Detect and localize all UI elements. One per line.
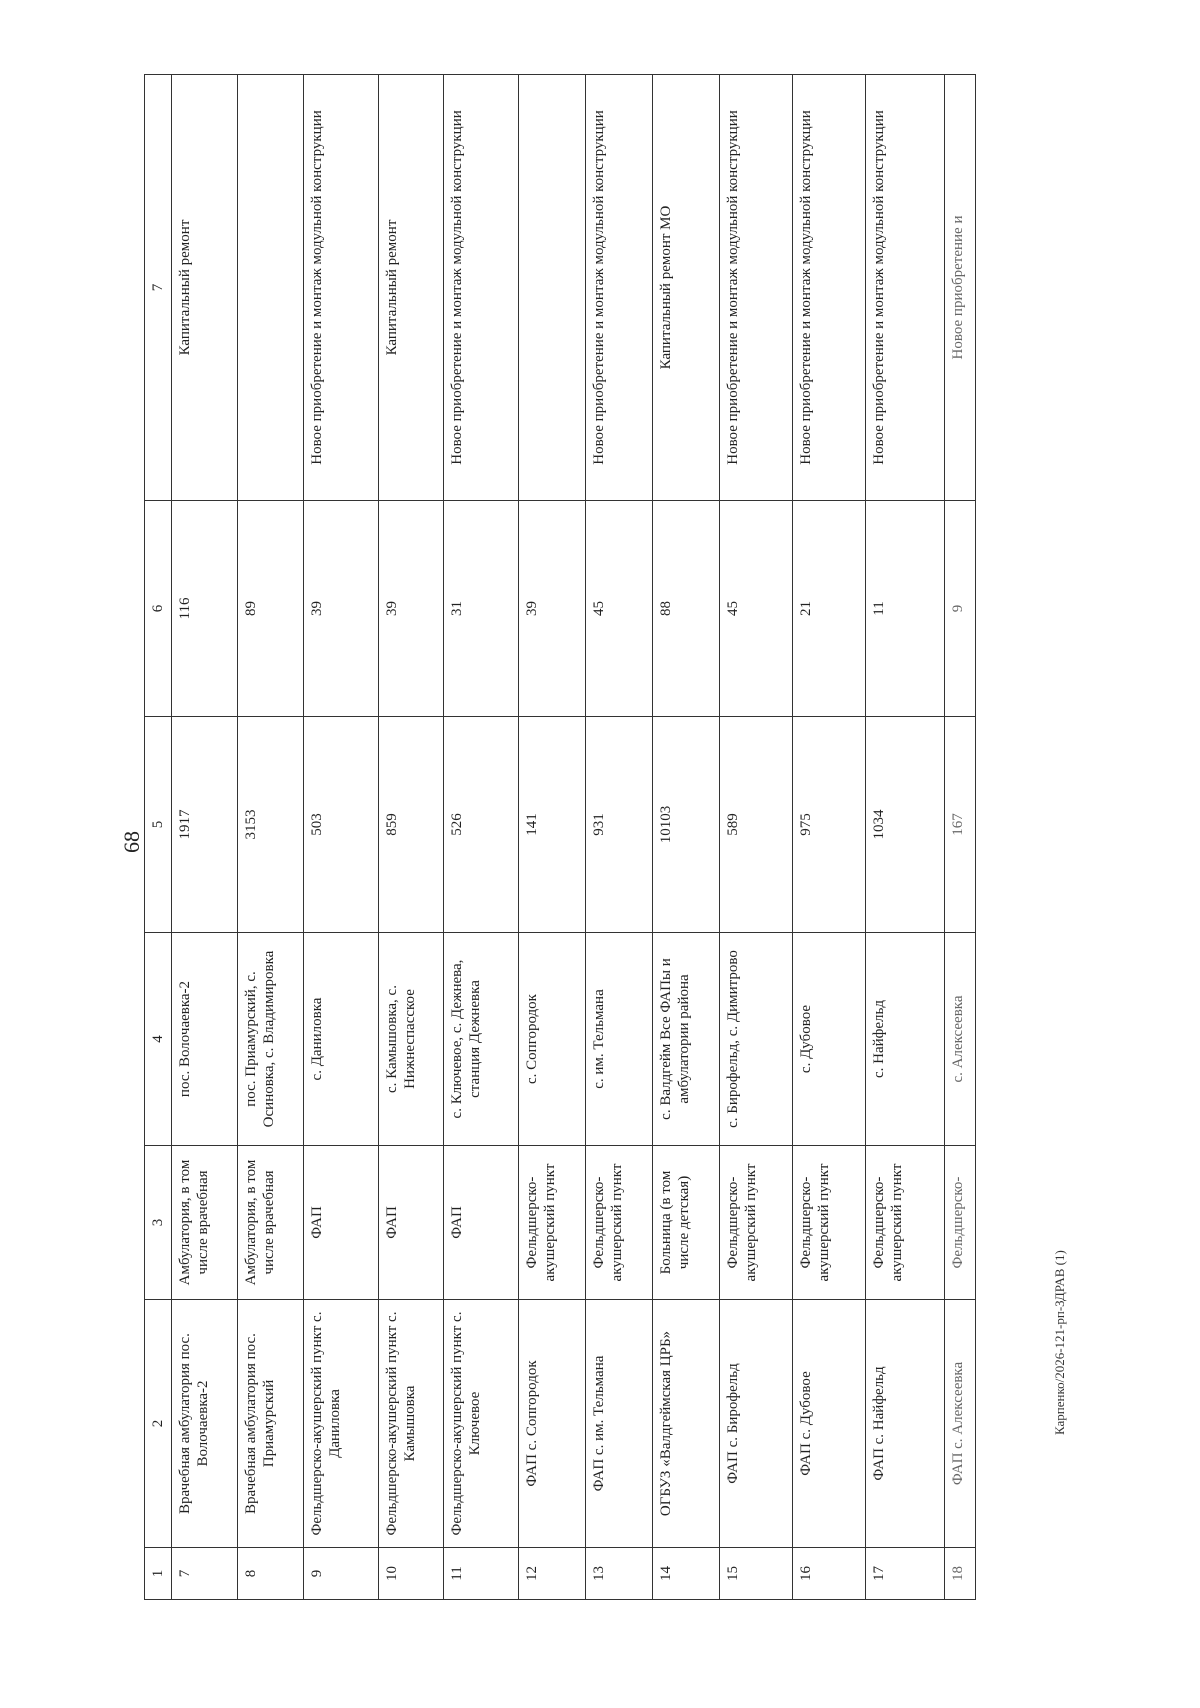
table-cell-col-6: 89 xyxy=(238,501,304,717)
table-row xyxy=(793,75,866,1600)
table-cell-col-4: пос. Волочаевка-2 xyxy=(172,933,238,1146)
table-cell-col-2: ОГБУЗ «Валдгеймская ЦРБ» xyxy=(653,1300,720,1548)
header-cell: 1 xyxy=(145,1548,172,1600)
table-cell-col-3: Фельдшерско-акушерский пункт xyxy=(793,1146,866,1300)
table-cell-col-5: 931 xyxy=(586,717,653,933)
table-cell-col-5: 526 xyxy=(444,717,519,933)
table-cell-col-2: ФАП с. Алексеевка xyxy=(945,1300,976,1548)
table-cell-col-4: с. Камышовка, с. Нижнеспасское xyxy=(379,933,444,1146)
table-row xyxy=(866,75,945,1600)
table-cell-col-5: 975 xyxy=(793,717,866,933)
header-cell: 7 xyxy=(145,75,172,501)
rotated-table-wrapper xyxy=(144,75,1080,1600)
footer-document-code: Карпенко/2026-121-рп-ЗДРАВ (1) xyxy=(1052,1250,1067,1435)
table-cell-col-2: ФАП с. Найфельд xyxy=(866,1300,945,1548)
table-row xyxy=(379,75,444,1600)
table-cell-col-6: 39 xyxy=(379,501,444,717)
table-cell-col-4: с. Дубовое xyxy=(793,933,866,1146)
page-number: 68 xyxy=(119,831,144,853)
table-cell-col-2: Фельдшерско-акушерский пункт с. Ключевое xyxy=(444,1300,519,1548)
table-cell-col-4: с. Найфельд xyxy=(866,933,945,1146)
header-cell: 2 xyxy=(145,1300,172,1548)
table-row xyxy=(653,75,720,1600)
table-cell-col-2: Врачебная амбулатория пос. Волочаевка-2 xyxy=(172,1300,238,1548)
table-row xyxy=(304,75,379,1600)
table-cell-col-4: с. Валдгейм Все ФАПы и амбулатории района xyxy=(653,933,720,1146)
table-cell-col-1: 18 xyxy=(945,1548,976,1600)
table-cell-col-2: ФАП с. Бирофельд xyxy=(720,1300,793,1548)
table-cell-col-2: Фельдшерско-акушерский пункт с. Камышовка xyxy=(379,1300,444,1548)
table-cell-col-7: Капитальный ремонт МО xyxy=(653,75,720,501)
table-cell-col-1: 16 xyxy=(793,1548,866,1600)
table-cell-col-6: 45 xyxy=(586,501,653,717)
header-cell: 6 xyxy=(145,501,172,717)
table-cell-col-7: Новое приобретение и монтаж модульной конструкции xyxy=(586,75,653,501)
table-row xyxy=(238,75,304,1600)
table-cell-col-3: Амбулатория, в том числе врачебная xyxy=(238,1146,304,1300)
table-cell-col-6: 21 xyxy=(793,501,866,717)
table-cell-col-5: 141 xyxy=(519,717,586,933)
table-cell-col-1: 11 xyxy=(444,1548,519,1600)
table-cell-col-6: 39 xyxy=(304,501,379,717)
table-cell-col-6: 31 xyxy=(444,501,519,717)
table-cell-col-1: 17 xyxy=(866,1548,945,1600)
table-cell-col-4: с. Сопгородок xyxy=(519,933,586,1146)
table-cell-col-3: ФАП xyxy=(304,1146,379,1300)
table-row xyxy=(519,75,586,1600)
table-cell-col-3: Больница (в том числе детская) xyxy=(653,1146,720,1300)
table-cell-col-3: Фельдшерско-акушерский пункт xyxy=(720,1146,793,1300)
table-cell-col-3: Амбулатория, в том числе врачебная xyxy=(172,1146,238,1300)
table-cell-col-6: 45 xyxy=(720,501,793,717)
table-cell-col-7: Новое приобретение и монтаж модульной конструкции xyxy=(793,75,866,501)
table-cell-col-6: 11 xyxy=(866,501,945,717)
table-cell-col-4: с. Алексеевка xyxy=(945,933,976,1146)
table-row xyxy=(945,75,976,1600)
table-cell-col-2: ФАП с. Дубовое xyxy=(793,1300,866,1548)
table-cell-col-5: 503 xyxy=(304,717,379,933)
table-cell-col-7: Капитальный ремонт xyxy=(172,75,238,501)
table-cell-col-7: Новое приобретение и монтаж модульной конструкции xyxy=(444,75,519,501)
table-cell-col-7: Капитальный ремонт xyxy=(379,75,444,501)
table-cell-col-2: Фельдшерско-акушерский пункт с. Даниловка xyxy=(304,1300,379,1548)
table-cell-col-7: Новое приобретение и монтаж модульной конструкции xyxy=(866,75,945,501)
header-cell: 3 xyxy=(145,1146,172,1300)
table-cell-col-1: 7 xyxy=(172,1548,238,1600)
table-cell-col-5: 1917 xyxy=(172,717,238,933)
table-cell-col-4: с. Даниловка xyxy=(304,933,379,1146)
table-row xyxy=(720,75,793,1600)
table-cell-col-4: с. им. Тельмана xyxy=(586,933,653,1146)
table-row xyxy=(444,75,519,1600)
table-cell-col-1: 8 xyxy=(238,1548,304,1600)
table-cell-col-1: 15 xyxy=(720,1548,793,1600)
table-cell-col-2: ФАП с. им. Тельмана xyxy=(586,1300,653,1548)
table-cell-col-6: 39 xyxy=(519,501,586,717)
table-cell-col-3: Фельдшерско-акушерский пункт xyxy=(586,1146,653,1300)
table-cell-col-6: 9 xyxy=(945,501,976,717)
table-cell-col-3: ФАП xyxy=(379,1146,444,1300)
table-cell-col-7: Новое приобретение и xyxy=(945,75,976,501)
table-cell-col-6: 88 xyxy=(653,501,720,717)
table-cell-col-7 xyxy=(519,75,586,501)
table-cell-col-5: 167 xyxy=(945,717,976,933)
table-cell-col-2: ФАП с. Сопгородок xyxy=(519,1300,586,1548)
table-cell-col-2: Врачебная амбулатория пос. Приамурский xyxy=(238,1300,304,1548)
table-cell-col-3: ФАП xyxy=(444,1146,519,1300)
table-cell-col-1: 12 xyxy=(519,1548,586,1600)
table-cell-col-1: 10 xyxy=(379,1548,444,1600)
table-cell-col-7: Новое приобретение и монтаж модульной конструкции xyxy=(304,75,379,501)
table-cell-col-6: 116 xyxy=(172,501,238,717)
table-cell-col-4: с. Ключевое, с. Дежнева, станция Дежневка xyxy=(444,933,519,1146)
table-cell-col-5: 1034 xyxy=(866,717,945,933)
table-cell-col-4: с. Бирофельд, с. Димитрово xyxy=(720,933,793,1146)
table-cell-col-7: Новое приобретение и монтаж модульной конструкции xyxy=(720,75,793,501)
table-cell-col-1: 14 xyxy=(653,1548,720,1600)
table-header-row xyxy=(145,75,172,1600)
table-cell-col-1: 13 xyxy=(586,1548,653,1600)
table-cell-col-5: 589 xyxy=(720,717,793,933)
table-cell-col-4: пос. Приамурский, с. Осиновка, с. Владимировка xyxy=(238,933,304,1146)
table-cell-col-5: 3153 xyxy=(238,717,304,933)
table-cell-col-5: 10103 xyxy=(653,717,720,933)
table-cell-col-1: 9 xyxy=(304,1548,379,1600)
table-row xyxy=(586,75,653,1600)
table-cell-col-7 xyxy=(238,75,304,501)
table-cell-col-3: Фельдшерско- xyxy=(945,1146,976,1300)
table-cell-col-3: Фельдшерско-акушерский пункт xyxy=(519,1146,586,1300)
table-row xyxy=(172,75,238,1600)
header-cell: 4 xyxy=(145,933,172,1146)
table-cell-col-5: 859 xyxy=(379,717,444,933)
header-cell: 5 xyxy=(145,717,172,933)
table-cell-col-3: Фельдшерско-акушерский пункт xyxy=(866,1146,945,1300)
facilities-table xyxy=(144,74,976,1600)
